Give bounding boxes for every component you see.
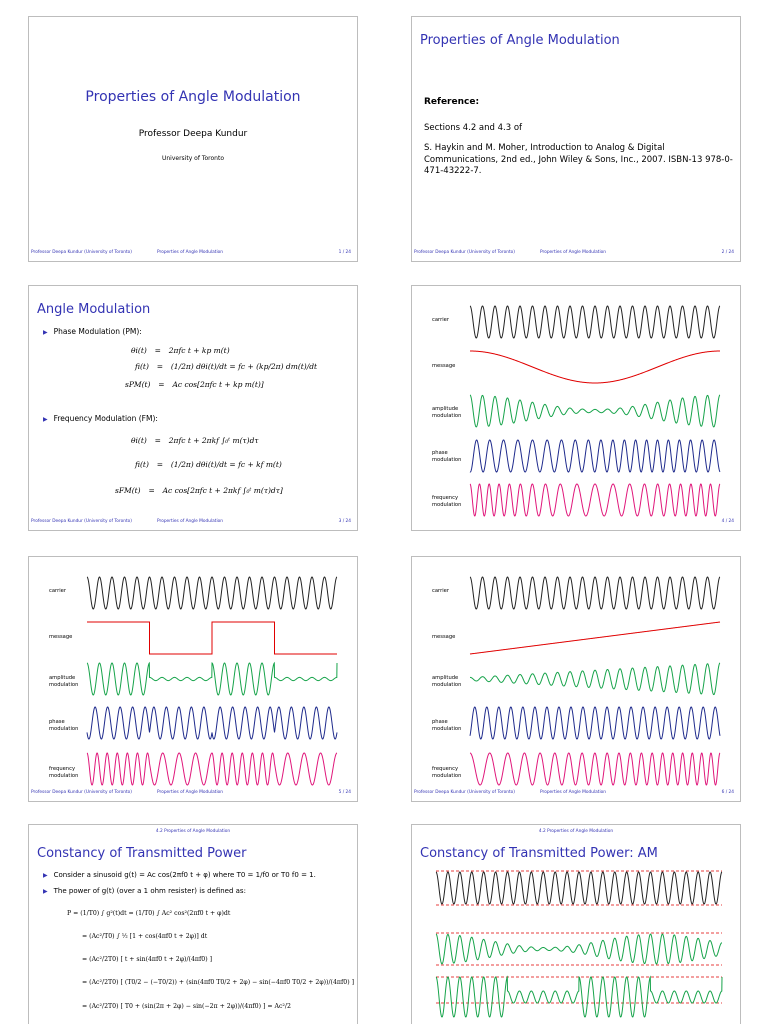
label-carrier: carrier: [432, 317, 449, 323]
slide-footer: [412, 250, 740, 258]
fm-eq-3-rhs: Ac cos[2πfc t + 2πkf ∫₀ᵗ m(τ)dτ]: [162, 486, 283, 495]
footer-title: Properties of Angle Modulation: [157, 250, 224, 255]
message-wave: [87, 622, 337, 654]
footer-page: 6 / 24: [721, 790, 734, 795]
footer-author: Professor Deepa Kundur (University of Toronto): [31, 250, 132, 255]
bullet-power-text: The power of g(t) (over a 1 ohm resister) is defined as:: [53, 887, 246, 895]
footer-page: 5 / 24: [338, 790, 351, 795]
fm-eq-3-sign: =: [148, 486, 155, 495]
waveform-plot: [412, 286, 741, 531]
footer-author: Professor Deepa Kundur (University of Toronto): [31, 519, 132, 524]
fm-eq-2: [135, 460, 282, 469]
footer-author: Professor Deepa Kundur (University of Toronto): [31, 790, 132, 795]
fm-eq-2-lhs: fi(t): [135, 460, 149, 469]
label-am: amplitude modulation: [49, 675, 79, 688]
label-message: message: [432, 634, 456, 640]
fm-eq-1-sign: =: [154, 436, 161, 445]
carrier-wave: [470, 577, 720, 609]
carrier-wave: [470, 306, 720, 338]
pm-eq-2-lhs: fi(t): [135, 362, 149, 371]
slide-footer: [29, 790, 357, 798]
footer-title: Properties of Angle Modulation: [157, 519, 224, 524]
footer-author: Professor Deepa Kundur (University of Toronto): [414, 790, 515, 795]
fm-eq-3-lhs: sFM(t): [115, 486, 141, 495]
slide-footer: [29, 250, 357, 258]
footer-page: 3 / 24: [338, 519, 351, 524]
section-header: 4.2 Properties of Angle Modulation: [538, 829, 614, 834]
reference-sections: Sections 4.2 and 4.3 of: [424, 123, 523, 133]
slide-waveforms-square: [28, 556, 358, 802]
label-fm: frequency modulation: [432, 495, 462, 508]
bullet-fm: [43, 414, 158, 423]
fm-wave: [470, 484, 720, 516]
bullet-icon: ▶: [43, 888, 48, 895]
slide-reference: [411, 16, 741, 262]
fm-eq-1-lhs: θi(t): [131, 436, 147, 445]
label-fm: frequency modulation: [49, 766, 79, 779]
slide-title: [28, 16, 358, 262]
label-carrier: carrier: [432, 588, 449, 594]
label-message: message: [49, 634, 73, 640]
pm-eq-3-rhs: Ac cos[2πfc t + kp m(t)]: [172, 380, 264, 389]
pm-wave: [470, 440, 720, 472]
bullet-pm: [43, 327, 142, 336]
footer-title: Properties of Angle Modulation: [157, 790, 224, 795]
slide-waveforms-sine: [411, 285, 741, 531]
bullet-sinusoid-text: Consider a sinusoid g(t) = Ac cos(2πf0 t + φ) where T0 = 1/f0 or T0 f0 = 1.: [53, 871, 316, 879]
pm-eq-3-sign: =: [158, 380, 165, 389]
section-header: 4.2 Properties of Angle Modulation: [155, 829, 231, 834]
frame-title: Properties of Angle Modulation: [420, 33, 620, 48]
slide-title-heading: Properties of Angle Modulation: [85, 89, 301, 105]
reference-citation: S. Haykin and M. Moher, Introduction to Analog & Digital Communications, 2nd ed., John Wiley & Sons, Inc., 2007. ISBN-13 978-0-471-43222-7.: [424, 143, 733, 176]
footer-page: 1 / 24: [338, 250, 351, 255]
pm-wave: [470, 707, 720, 739]
slide-constancy-power-am: [411, 824, 741, 1024]
footer-page: 2 / 24: [721, 250, 734, 255]
am-wave: [470, 395, 720, 427]
pm-wave: [87, 707, 337, 739]
bullet-fm-text: Frequency Modulation (FM):: [53, 414, 158, 423]
frame-title: Angle Modulation: [37, 302, 151, 317]
power-derivation-3: = (Ac²/2T0) [ t + sin(4πf0 t + 2φ)/(4πf0) ]: [82, 956, 212, 963]
bullet-sinusoid: [43, 871, 316, 879]
institution: University of Toronto: [161, 155, 224, 162]
footer-title: Properties of Angle Modulation: [540, 790, 607, 795]
pm-eq-2-sign: =: [156, 362, 164, 371]
pm-eq-1-lhs: θi(t): [131, 346, 147, 355]
carrier-wave: [436, 872, 722, 904]
power-derivation-5: = (Ac²/2T0) [ T0 + (sin(2π + 2φ) − sin(−2π + 2φ))/(4πf0) ] = Ac²/2: [82, 1003, 291, 1010]
fm-eq-3: [115, 486, 283, 495]
pm-eq-1-sign: =: [154, 346, 161, 355]
bullet-icon: ▶: [43, 872, 48, 879]
label-carrier: carrier: [49, 588, 66, 594]
bullet-power: [43, 887, 246, 895]
label-am: amplitude modulation: [432, 675, 462, 688]
fm-eq-2-rhs: (1/2π) dθi(t)/dt = fc + kf m(t): [170, 460, 282, 469]
frame-title: Constancy of Transmitted Power: AM: [420, 846, 658, 861]
frame-title: Constancy of Transmitted Power: [37, 846, 247, 861]
slide-angle-modulation: [28, 285, 358, 531]
waveform-plot: [412, 557, 741, 802]
fm-wave: [470, 753, 720, 785]
slide-footer: [29, 519, 357, 527]
pm-eq-1-rhs: 2πfc t + kp m(t): [168, 346, 230, 355]
pm-eq-2: [135, 362, 317, 371]
footer-author: Professor Deepa Kundur (University of Toronto): [414, 250, 515, 255]
fm-eq-1-rhs: 2πfc t + 2πkf ∫₀ᵗ m(τ)dτ: [168, 436, 259, 445]
carrier-wave: [87, 577, 337, 609]
am-square-wave: [436, 977, 722, 1017]
slide-footer: [412, 790, 740, 798]
am-wave: [436, 934, 722, 964]
label-message: message: [432, 363, 456, 369]
message-wave: [470, 351, 720, 383]
footer-title: Properties of Angle Modulation: [540, 250, 607, 255]
pm-eq-3-lhs: sPM(t): [125, 380, 151, 389]
footer-page: 4 / 24: [721, 519, 734, 524]
am-wave: [87, 663, 337, 695]
waveform-plot: [29, 557, 358, 802]
fm-eq-1: [131, 436, 259, 445]
power-derivation-1: P = (1/T0) ∫ g²(t)dt = (1/T0) ∫ Ac² cos²(2πf0 t + φ)dt: [67, 910, 231, 917]
message-wave: [470, 622, 720, 654]
bullet-pm-text: Phase Modulation (PM):: [53, 327, 142, 336]
pm-eq-3: [125, 380, 264, 389]
label-pm: phase modulation: [432, 450, 462, 463]
pm-eq-1: [131, 346, 230, 355]
fm-eq-2-sign: =: [156, 460, 164, 469]
bullet-icon: ▶: [43, 416, 48, 423]
author-name: Professor Deepa Kundur: [138, 129, 248, 139]
label-fm: frequency modulation: [432, 766, 462, 779]
slide-waveforms-ramp: [411, 556, 741, 802]
pm-eq-2-rhs: (1/2π) dθi(t)/dt = fc + (kp/2π) dm(t)/dt: [170, 362, 318, 371]
power-derivation-4: = (Ac²/2T0) [ (T0/2 − (−T0/2)) + (sin(4πf0 T0/2 + 2φ) − sin(−4πf0 T0/2 + 2φ))/(4πf0) ]: [82, 979, 354, 986]
bullet-icon: ▶: [43, 329, 48, 336]
fm-wave: [87, 753, 337, 785]
reference-heading: Reference:: [424, 97, 480, 107]
am-wave: [470, 663, 720, 695]
slide-constancy-power: [28, 824, 358, 1024]
label-pm: phase modulation: [49, 719, 79, 732]
slide-footer: [412, 519, 740, 527]
label-pm: phase modulation: [432, 719, 462, 732]
power-derivation-2: = (Ac²/T0) ∫ ½ [1 + cos(4πf0 t + 2φ)] dt: [82, 933, 208, 940]
am-power-plot: [412, 825, 741, 1024]
label-am: amplitude modulation: [432, 406, 462, 419]
